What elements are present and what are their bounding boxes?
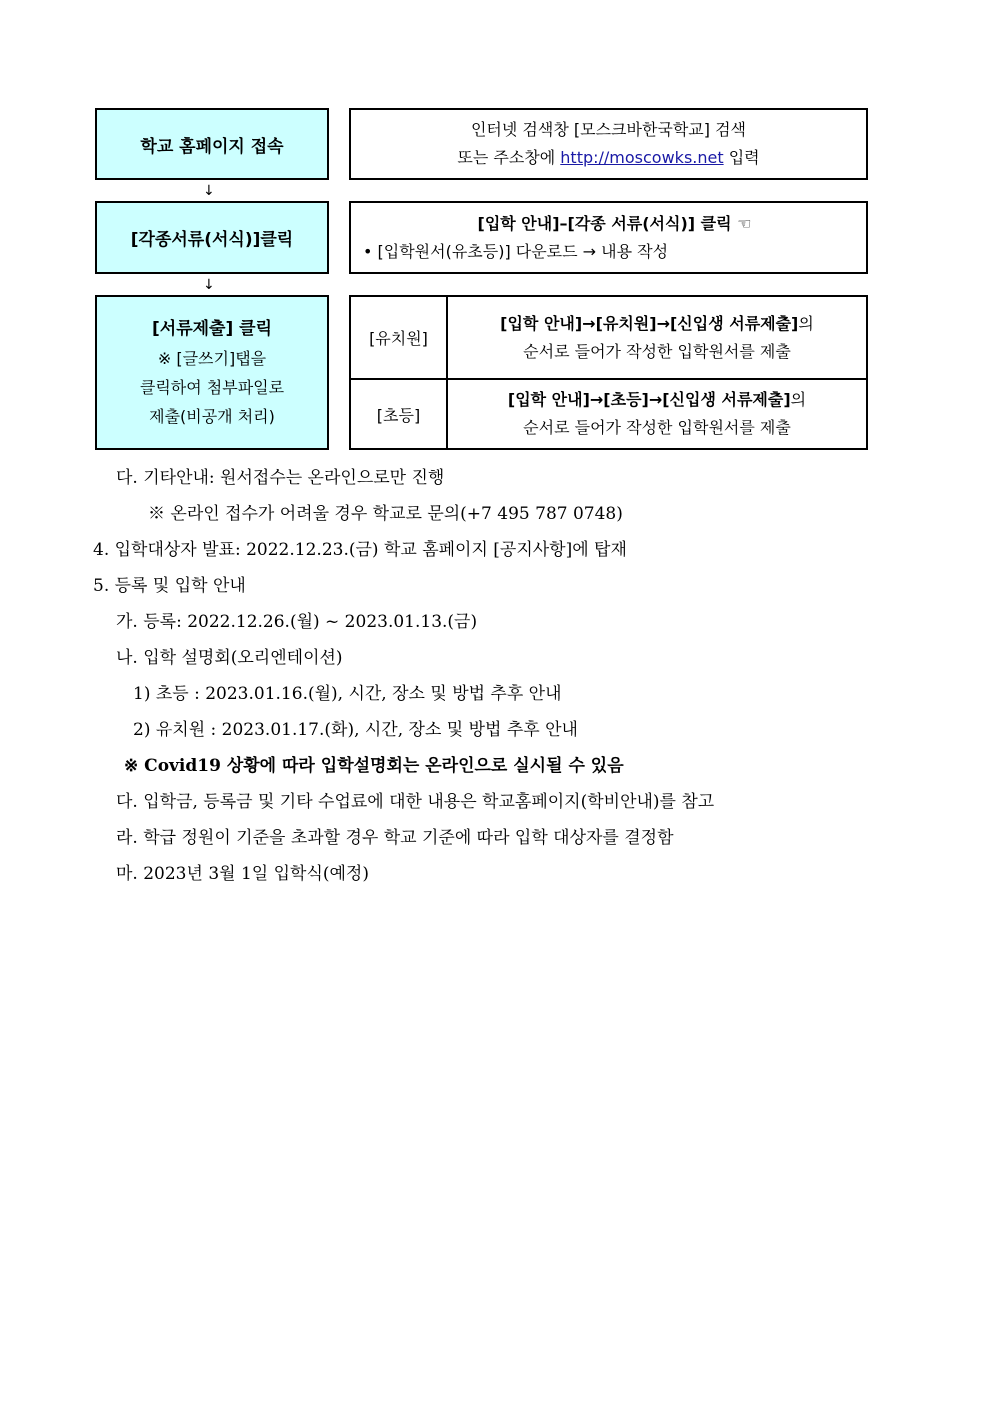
text-line-entrance-ceremony: 마. 2023년 3월 1일 입학식(예정) bbox=[116, 864, 369, 884]
step-2-desc-line1: [입학 안내]–[각종 서류(서식)] 클릭 ☜ bbox=[477, 213, 752, 233]
text-line-capacity: 라. 학급 정원이 기준을 초과할 경우 학교 기준에 따라 입학 대상자를 결정함 bbox=[116, 828, 674, 848]
text-line-registration: 가. 등록: 2022.12.26.(월) ~ 2023.01.13.(금) bbox=[116, 612, 478, 632]
step-3-line1: ※ [글쓰기]탭을 bbox=[157, 348, 267, 368]
step-1-desc-line2 bbox=[457, 144, 759, 172]
text-line-announcement: 4. 입학대상자 발표: 2022.12.23.(금) 학교 홈페이지 [공지사항]에 탑재 bbox=[93, 540, 627, 560]
step-2-label: [각종서류(서식)]클릭 bbox=[130, 230, 294, 250]
table-line2-elementary: 순서로 들어가 작성한 입학원서를 제출 bbox=[523, 418, 791, 437]
table-path-kindergarten: [입학 안내]→[유치원]→[신입생 서류제출] bbox=[500, 313, 799, 333]
table-text-kindergarten bbox=[448, 297, 866, 378]
step-3-box bbox=[95, 295, 329, 450]
text-line-elementary-orientation: 1) 초등 : 2023.01.16.(월), 시간, 장소 및 방법 추후 안내 bbox=[133, 684, 562, 704]
step-1-box bbox=[95, 108, 329, 180]
table-row-kindergarten bbox=[351, 297, 866, 380]
text-line-kindergarten-orientation: 2) 유치원 : 2023.01.17.(화), 시간, 장소 및 방법 추후 안내 bbox=[133, 720, 578, 740]
table-suffix: 의 bbox=[798, 313, 814, 333]
table-category-kindergarten: [유치원] bbox=[351, 297, 448, 378]
table-row-elementary bbox=[351, 380, 866, 448]
step-2-description bbox=[349, 201, 868, 274]
homepage-link[interactable]: http://moscowks.net bbox=[560, 148, 724, 167]
step-1-desc-suffix: 입력 bbox=[723, 148, 760, 167]
text-line-orientation: 나. 입학 설명회(오리엔테이션) bbox=[116, 648, 343, 668]
step-2-desc-line2: • [입학원서(유초등)] 다운로드 → 내용 작성 bbox=[363, 241, 669, 261]
down-arrow-icon: ↓ bbox=[203, 277, 215, 293]
table-category-elementary: [초등] bbox=[351, 380, 448, 448]
step-1-desc-line1: 인터넷 검색창 [모스크바한국학교] 검색 bbox=[470, 120, 747, 139]
table-suffix: 의 bbox=[790, 390, 807, 409]
step-3-line3: 제출(비공개 처리) bbox=[149, 406, 275, 426]
table-line2-kindergarten: 순서로 들어가 작성한 입학원서를 제출 bbox=[523, 341, 791, 361]
step-1-desc-prefix: 또는 주소창에 bbox=[457, 148, 561, 167]
down-arrow-icon: ↓ bbox=[203, 183, 215, 199]
text-line-contact-note: ※ 온라인 접수가 어려울 경우 학교로 문의(+7 495 787 0748) bbox=[148, 504, 623, 524]
step-3-title: [서류제출] 클릭 bbox=[152, 318, 272, 339]
text-line-covid-note: ※ Covid19 상황에 따라 입학설명회는 온라인으로 실시될 수 있음 bbox=[124, 756, 624, 776]
step-1-label: 학교 홈페이지 접속 bbox=[140, 136, 284, 157]
step-3-line2: 클릭하여 첨부파일로 bbox=[139, 377, 285, 397]
table-text-elementary bbox=[448, 380, 866, 448]
text-line-section-5: 5. 등록 및 입학 안내 bbox=[93, 576, 246, 596]
text-line-other-info: 다. 기타안내: 원서접수는 온라인으로만 진행 bbox=[116, 468, 445, 488]
text-line-tuition: 다. 입학금, 등록금 및 기타 수업료에 대한 내용은 학교홈페이지(학비안내)를 참고 bbox=[116, 792, 715, 812]
step-2-box bbox=[95, 201, 329, 274]
table-path-elementary: [입학 안내]→[초등]→[신입생 서류제출] bbox=[507, 390, 791, 409]
step-1-description bbox=[349, 108, 868, 180]
submission-table bbox=[349, 295, 868, 450]
